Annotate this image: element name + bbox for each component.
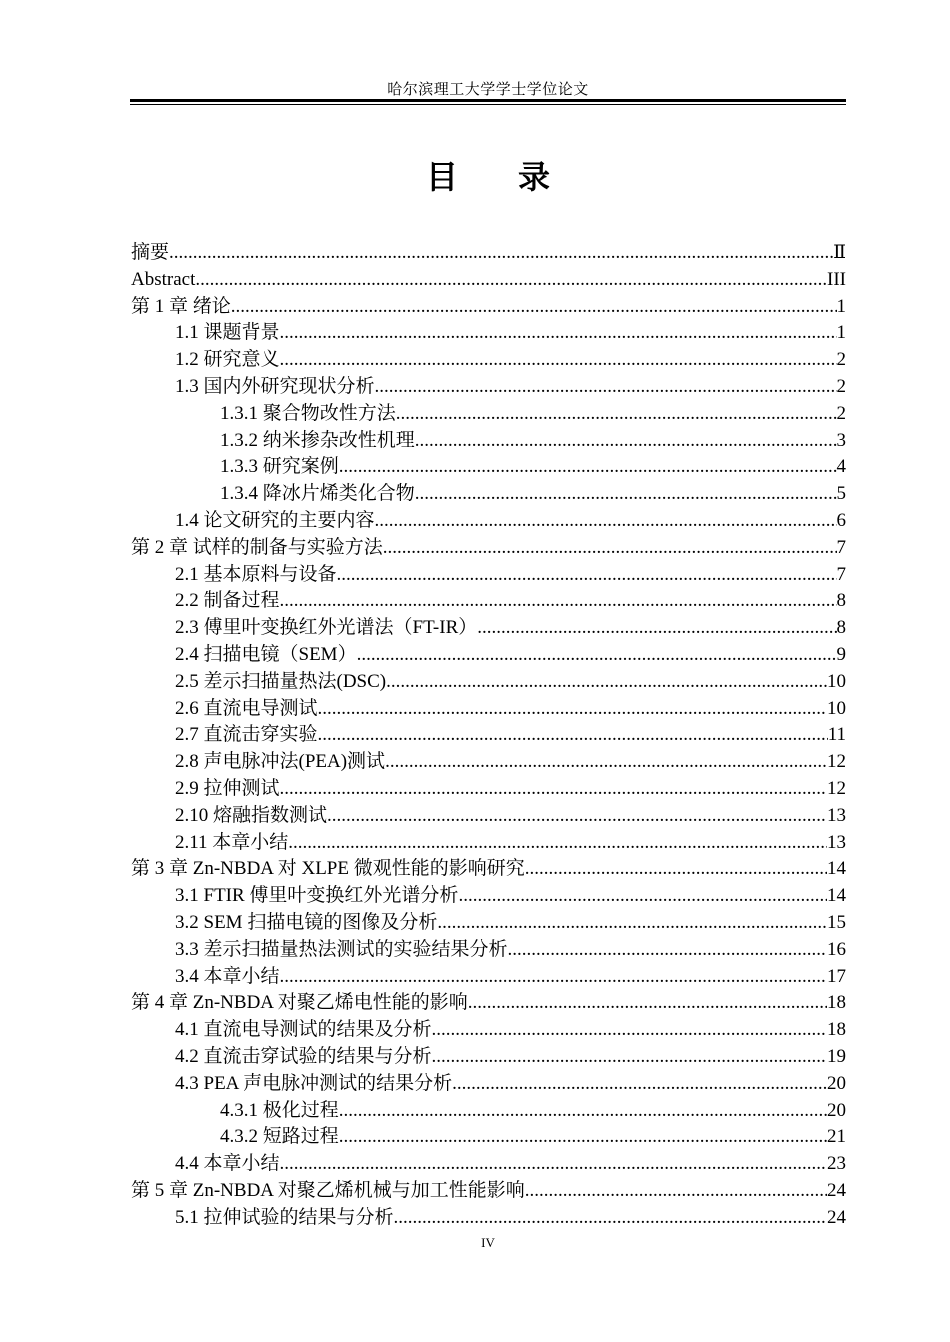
toc-entry-page: 10 [827, 670, 846, 692]
toc-leader-dots [280, 776, 827, 803]
toc-entry[interactable] [131, 562, 846, 589]
toc-entry[interactable] [131, 937, 846, 964]
toc-entry[interactable] [131, 722, 846, 749]
toc-entry[interactable] [131, 669, 846, 696]
toc-entry[interactable] [131, 347, 846, 374]
toc-entry-page: 12 [827, 751, 846, 773]
toc-entry-label: 1.3.1 聚合物改性方法 [220, 402, 396, 424]
toc-entry-label: 5.1 拉伸试验的结果与分析 [175, 1206, 394, 1228]
toc-entry-label: Abstract [131, 268, 196, 290]
toc-entry-page: 14 [827, 858, 846, 880]
toc-entry-label: 摘要 [131, 242, 170, 263]
toc-entry-label: 1.2 研究意义 [175, 349, 280, 371]
toc-entry-page: 13 [827, 804, 846, 826]
toc-entry[interactable] [131, 776, 846, 803]
toc-entry[interactable] [131, 508, 846, 535]
toc-leader-dots [396, 401, 837, 428]
toc-entry-page: 1 [836, 322, 846, 344]
header-rule-thick [130, 99, 846, 102]
toc-entry-label: 第 2 章 试样的制备与实验方法 [131, 536, 383, 558]
page-number: IV [481, 1235, 495, 1250]
toc-entry-page: 18 [827, 992, 846, 1014]
toc-leader-dots [318, 696, 827, 723]
toc-entry[interactable] [131, 454, 846, 481]
toc-entry-page: 5 [836, 483, 846, 505]
toc-entry[interactable] [131, 1044, 846, 1071]
toc-entry-page: 2 [836, 349, 846, 371]
toc-entry-label: 4.2 直流击穿试验的结果与分析 [175, 1045, 432, 1067]
toc-entry-page: 17 [827, 965, 846, 987]
toc-entry-label: 4.3.1 极化过程 [220, 1099, 339, 1121]
toc-entry[interactable] [131, 294, 846, 321]
toc-entry-page: 11 [827, 724, 846, 746]
toc-entry-page: 24 [827, 1179, 846, 1201]
toc-entry-label: 2.11 本章小结 [175, 831, 289, 853]
toc-leader-dots [385, 749, 827, 776]
toc-entry-page: 7 [836, 563, 846, 585]
toc-leader-dots [415, 481, 837, 508]
toc-leader-dots [452, 1071, 827, 1098]
toc-entry-page: 18 [827, 1019, 846, 1041]
toc-leader-dots [280, 588, 837, 615]
toc-leader-dots [432, 1017, 827, 1044]
toc-entry[interactable] [131, 883, 846, 910]
toc-leader-dots [339, 1098, 827, 1125]
toc-entry-label: 2.7 直流击穿实验 [175, 724, 318, 746]
toc-entry-page: 8 [836, 590, 846, 612]
toc-entry-label: 4.4 本章小结 [175, 1153, 280, 1175]
toc-entry-label: 2.1 基本原料与设备 [175, 563, 337, 585]
toc-entry[interactable] [131, 401, 846, 428]
toc-entry-page: 20 [827, 1099, 846, 1121]
toc-entry[interactable] [131, 615, 846, 642]
toc-entry[interactable] [131, 535, 846, 562]
toc-entry-page: 23 [827, 1153, 846, 1175]
toc-entry-label: 1.4 论文研究的主要内容 [175, 509, 375, 531]
toc-entry[interactable] [131, 803, 846, 830]
toc-entry[interactable] [131, 1098, 846, 1125]
toc-entry[interactable] [131, 240, 846, 267]
toc-entry[interactable] [131, 1017, 846, 1044]
toc-entry-page: 6 [836, 509, 846, 531]
toc-leader-dots [525, 1178, 827, 1205]
toc-entry[interactable] [131, 830, 846, 857]
toc-entry-page: Ⅱ [833, 242, 846, 263]
toc-leader-dots [280, 320, 837, 347]
page-title: 目录 [425, 158, 610, 196]
toc-entry-label: 2.3 傅里叶变换红外光谱法（FT-IR） [175, 617, 478, 639]
toc-entry-label: 第 3 章 Zn-NBDA 对 XLPE 微观性能的影响研究 [131, 858, 525, 880]
toc-entry-page: 21 [827, 1126, 846, 1148]
toc-entry-label: 3.3 差示扫描量热法测试的实验结果分析 [175, 938, 508, 960]
toc-entry[interactable] [131, 749, 846, 776]
toc-leader-dots [339, 454, 837, 481]
toc-entry-page: 16 [827, 938, 846, 960]
toc-leader-dots [280, 347, 837, 374]
toc-leader-dots [357, 642, 837, 669]
toc-entry-page: III [827, 268, 846, 290]
toc-leader-dots [169, 240, 833, 267]
toc-entry[interactable] [131, 428, 846, 455]
toc-leader-dots [337, 562, 837, 589]
toc-entry-label: 3.4 本章小结 [175, 965, 280, 987]
toc-entry-page: 24 [827, 1206, 846, 1228]
toc-leader-dots [508, 937, 827, 964]
toc-entry[interactable] [131, 320, 846, 347]
toc-entry[interactable] [131, 1071, 846, 1098]
toc-entry-page: 14 [827, 885, 846, 907]
toc-leader-dots [383, 535, 837, 562]
toc-entry-label: 1.3.3 研究案例 [220, 456, 339, 478]
toc-entry[interactable] [131, 990, 846, 1017]
toc-leader-dots [195, 267, 827, 294]
toc-entry-page: 2 [836, 402, 846, 424]
toc-entry[interactable] [131, 1124, 846, 1151]
toc-leader-dots [375, 374, 837, 401]
toc-entry-label: 2.5 差示扫描量热法(DSC) [175, 670, 387, 692]
toc-entry[interactable] [131, 910, 846, 937]
toc-entry-label: 4.1 直流电导测试的结果及分析 [175, 1019, 432, 1041]
toc-entry-page: 15 [827, 911, 846, 933]
toc-entry-label: 4.3.2 短路过程 [220, 1126, 339, 1148]
header-rule-thin [130, 104, 846, 105]
toc-entry-label: 2.8 声电脉冲法(PEA)测试 [175, 751, 386, 773]
toc-entry-page: 13 [827, 831, 846, 853]
toc-leader-dots [415, 428, 837, 455]
toc-entry-label: 1.3.2 纳米掺杂改性机理 [220, 429, 415, 451]
table-of-contents [131, 240, 846, 1231]
toc-entry[interactable] [131, 1151, 846, 1178]
toc-entry-page: 12 [827, 777, 846, 799]
toc-entry-label: 2.4 扫描电镜（SEM） [175, 643, 357, 665]
toc-leader-dots [386, 669, 827, 696]
toc-leader-dots [432, 1044, 827, 1071]
toc-entry[interactable] [131, 856, 846, 883]
toc-entry-page: 20 [827, 1072, 846, 1094]
toc-entry[interactable] [131, 267, 846, 294]
toc-entry-page: 9 [836, 643, 846, 665]
toc-entry[interactable] [131, 588, 846, 615]
toc-leader-dots [468, 990, 827, 1017]
toc-entry-page: 10 [827, 697, 846, 719]
toc-leader-dots [280, 1151, 827, 1178]
toc-entry-page: 7 [836, 536, 846, 558]
toc-entry[interactable] [131, 642, 846, 669]
toc-entry-label: 2.2 制备过程 [175, 590, 280, 612]
toc-entry-label: 1.3.4 降冰片烯类化合物 [220, 483, 415, 505]
toc-entry[interactable] [131, 696, 846, 723]
toc-entry-label: 2.9 拉伸测试 [175, 777, 280, 799]
toc-entry-label: 第 5 章 Zn-NBDA 对聚乙烯机械与加工性能影响 [131, 1179, 525, 1201]
toc-leader-dots [394, 1205, 827, 1232]
toc-entry-page: 4 [836, 456, 846, 478]
toc-leader-dots [375, 508, 837, 535]
toc-entry-label: 2.10 熔融指数测试 [175, 804, 328, 826]
toc-entry-label: 4.3 PEA 声电脉冲测试的结果分析 [175, 1072, 453, 1094]
toc-entry-label: 第 1 章 绪论 [131, 295, 231, 317]
toc-entry-page: 2 [836, 375, 846, 397]
toc-entry-page: 1 [836, 295, 846, 317]
toc-entry-label: 3.1 FTIR 傅里叶变换红外光谱分析 [175, 885, 459, 907]
toc-entry-label: 1.1 课题背景 [175, 322, 280, 344]
toc-entry[interactable] [131, 964, 846, 991]
toc-leader-dots [477, 615, 836, 642]
running-header: 哈尔滨理工大学学士学位论文 [387, 82, 589, 98]
toc-entry-label: 1.3 国内外研究现状分析 [175, 375, 375, 397]
toc-entry[interactable] [131, 374, 846, 401]
toc-entry[interactable] [131, 481, 846, 508]
toc-leader-dots [458, 883, 827, 910]
toc-entry-page: 8 [836, 617, 846, 639]
toc-entry[interactable] [131, 1205, 846, 1232]
toc-leader-dots [231, 294, 837, 321]
toc-entry-label: 第 4 章 Zn-NBDA 对聚乙烯电性能的影响 [131, 992, 468, 1014]
toc-leader-dots [327, 803, 827, 830]
toc-entry-page: 3 [836, 429, 846, 451]
toc-entry-label: 2.6 直流电导测试 [175, 697, 318, 719]
toc-leader-dots [525, 856, 827, 883]
toc-leader-dots [288, 830, 827, 857]
toc-leader-dots [280, 964, 827, 991]
toc-leader-dots [318, 722, 828, 749]
toc-leader-dots [437, 910, 827, 937]
toc-entry-label: 3.2 SEM 扫描电镜的图像及分析 [175, 911, 438, 933]
toc-leader-dots [339, 1124, 827, 1151]
toc-entry[interactable] [131, 1178, 846, 1205]
toc-entry-page: 19 [827, 1045, 846, 1067]
